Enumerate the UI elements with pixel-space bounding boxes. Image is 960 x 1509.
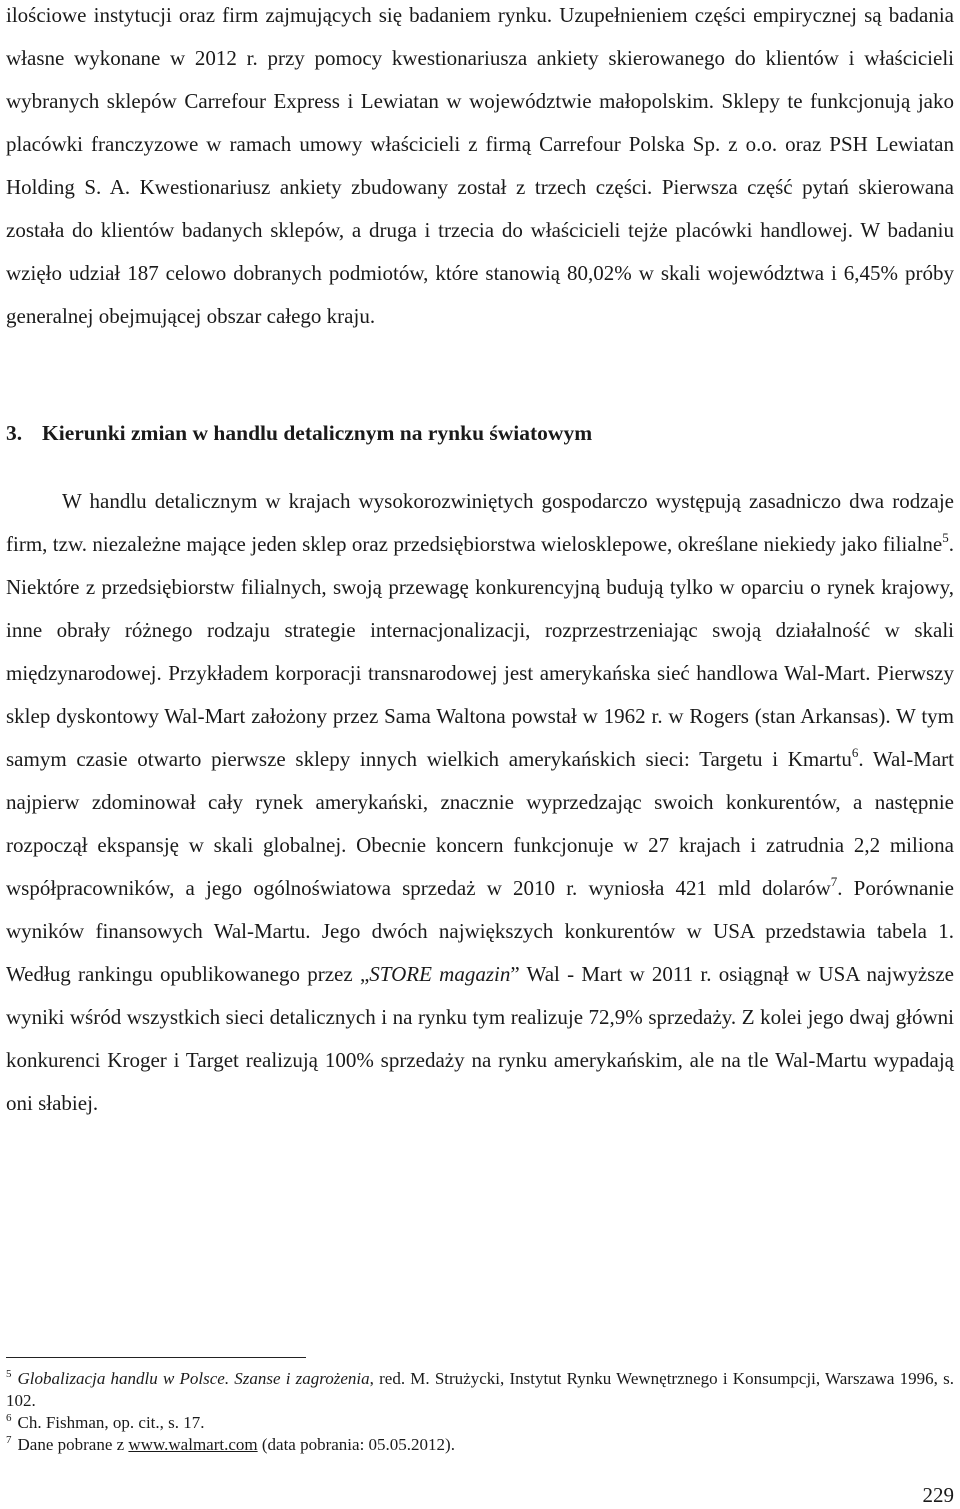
store-magazin-title: STORE magazin: [369, 962, 511, 986]
footnote-7-number: 7: [6, 1434, 12, 1446]
section-number: 3.: [6, 421, 23, 445]
page-number: 229: [922, 1483, 954, 1507]
footnote-6-number: 6: [6, 1412, 12, 1424]
footnote-ref-6[interactable]: 6: [851, 745, 859, 760]
footnote-7-after: (data pobrania: 05.05.2012).: [257, 1435, 455, 1454]
footnote-ref-7[interactable]: 7: [830, 874, 838, 889]
footnote-7-before: Dane pobrane z: [17, 1435, 129, 1454]
body-text-b: . Niektóre z przedsiębiorstw filialnych, swoją przewagę konkurencyjną budują tylko w oparciu o rynek krajowy, inne obrały różnego rodzaju strategie internacjonalizacji, rozprzestrzeniając swoją działalność w skali międzynarodowej. Przykładem korporacji transnarodowej jest amerykańska sieć handlowa Wal-Mart. Pierwszy sklep dyskontowy Wal-Mart założony przez Sama Waltona powstał w 1962 r. w Rogers (stan Arkansas). W tym samym czasie otwarto pierwsze sklepy innych wielkich amerykańskich sieci: Targetu i Kmartu: [6, 532, 954, 771]
footnote-ref-5[interactable]: 5: [942, 530, 949, 545]
footnote-5-text: , red. M. Strużycki, Instytut Rynku Wewnętrznego i Konsumpcji, Warszawa 1996, s. 102.: [6, 1369, 954, 1410]
footnote-6: [6, 1412, 954, 1434]
section-heading: [6, 412, 592, 455]
footnote-5-title: Globalizacja handlu w Polsce. Szanse i zagrożenia: [17, 1369, 370, 1388]
intro-paragraph: ilościowe instytucji oraz firm zajmujących się badaniem rynku. Uzupełnieniem części empirycznej są badania własne wykonane w 2012 r. przy pomocy kwestionariusza ankiety skierowanego do klientów i właścicieli wybranych sklepów Carrefour Express i Lewiatan w województwie małopolskim. Sklepy te funkcjonują jako placówki franczyzowe w ramach umowy właścicieli z firmą Carrefour Polska Sp. z o.o. oraz PSH Lewiatan Holding S. A. Kwestionariusz ankiety zbudowany został z trzech części. Pierwsza część pytań skierowana została do klientów badanych sklepów, a druga i trzecia do właścicieli tejże placówki handlowej. W badaniu wzięło udział 187 celowo dobranych podmiotów, które stanowią 80,02% w skali województwa i 6,45% próby generalnej obejmującej obszar całego kraju.: [6, 3, 954, 328]
body-text-e: ” Wal - Mart w 2011 r. osiągnął w USA najwyższe wyniki wśród wszystkich sieci detalicznych i na rynku tym realizuje 72,9% sprzedaży. Z kolei jego dwaj główni konkurenci Kroger i Target realizują 100% sprzedaży na rynku amerykańskim, ale na tle Wal-Martu wypadają oni słabiej.: [6, 962, 954, 1115]
footnote-5: [6, 1368, 954, 1412]
body-text-a: W handlu detalicznym w krajach wysokorozwiniętych gospodarczo występują zasadniczo dwa rodzaje firm, tzw. niezależne mające jeden sklep oraz przedsiębiorstwa wielosklepowe, określane niekiedy jako filialne: [6, 489, 954, 556]
footnote-5-number: 5: [6, 1368, 12, 1380]
walmart-link[interactable]: www.walmart.com: [128, 1435, 258, 1454]
footnotes: [6, 1368, 954, 1456]
body-text-c: . Wal-Mart najpierw zdominował cały rynek amerykański, znacznie wyprzedzając swoich konkurentów, a następnie rozpoczął ekspansję w skali globalnej. Obecnie koncern funkcjonuje w 27 krajach i zatrudnia 2,2 miliona współpracowników, a jego ogólnoświatowa sprzedaż w 2010 r. wyniosła 421 mld dolarów: [6, 747, 955, 900]
footnote-separator: [6, 1357, 306, 1358]
section-title: Kierunki zmian w handlu detalicznym na rynku światowym: [42, 421, 593, 445]
body-paragraph: [6, 480, 954, 1125]
body-text-d: . Porównanie wyników finansowych Wal-Martu. Jego dwóch największych konkurentów w USA przedstawia tabela 1. Według rankingu opublikowanego przez „: [6, 876, 954, 986]
footnote-7: [6, 1434, 954, 1456]
footnote-6-text: Ch. Fishman, op. cit., s. 17.: [17, 1413, 205, 1432]
